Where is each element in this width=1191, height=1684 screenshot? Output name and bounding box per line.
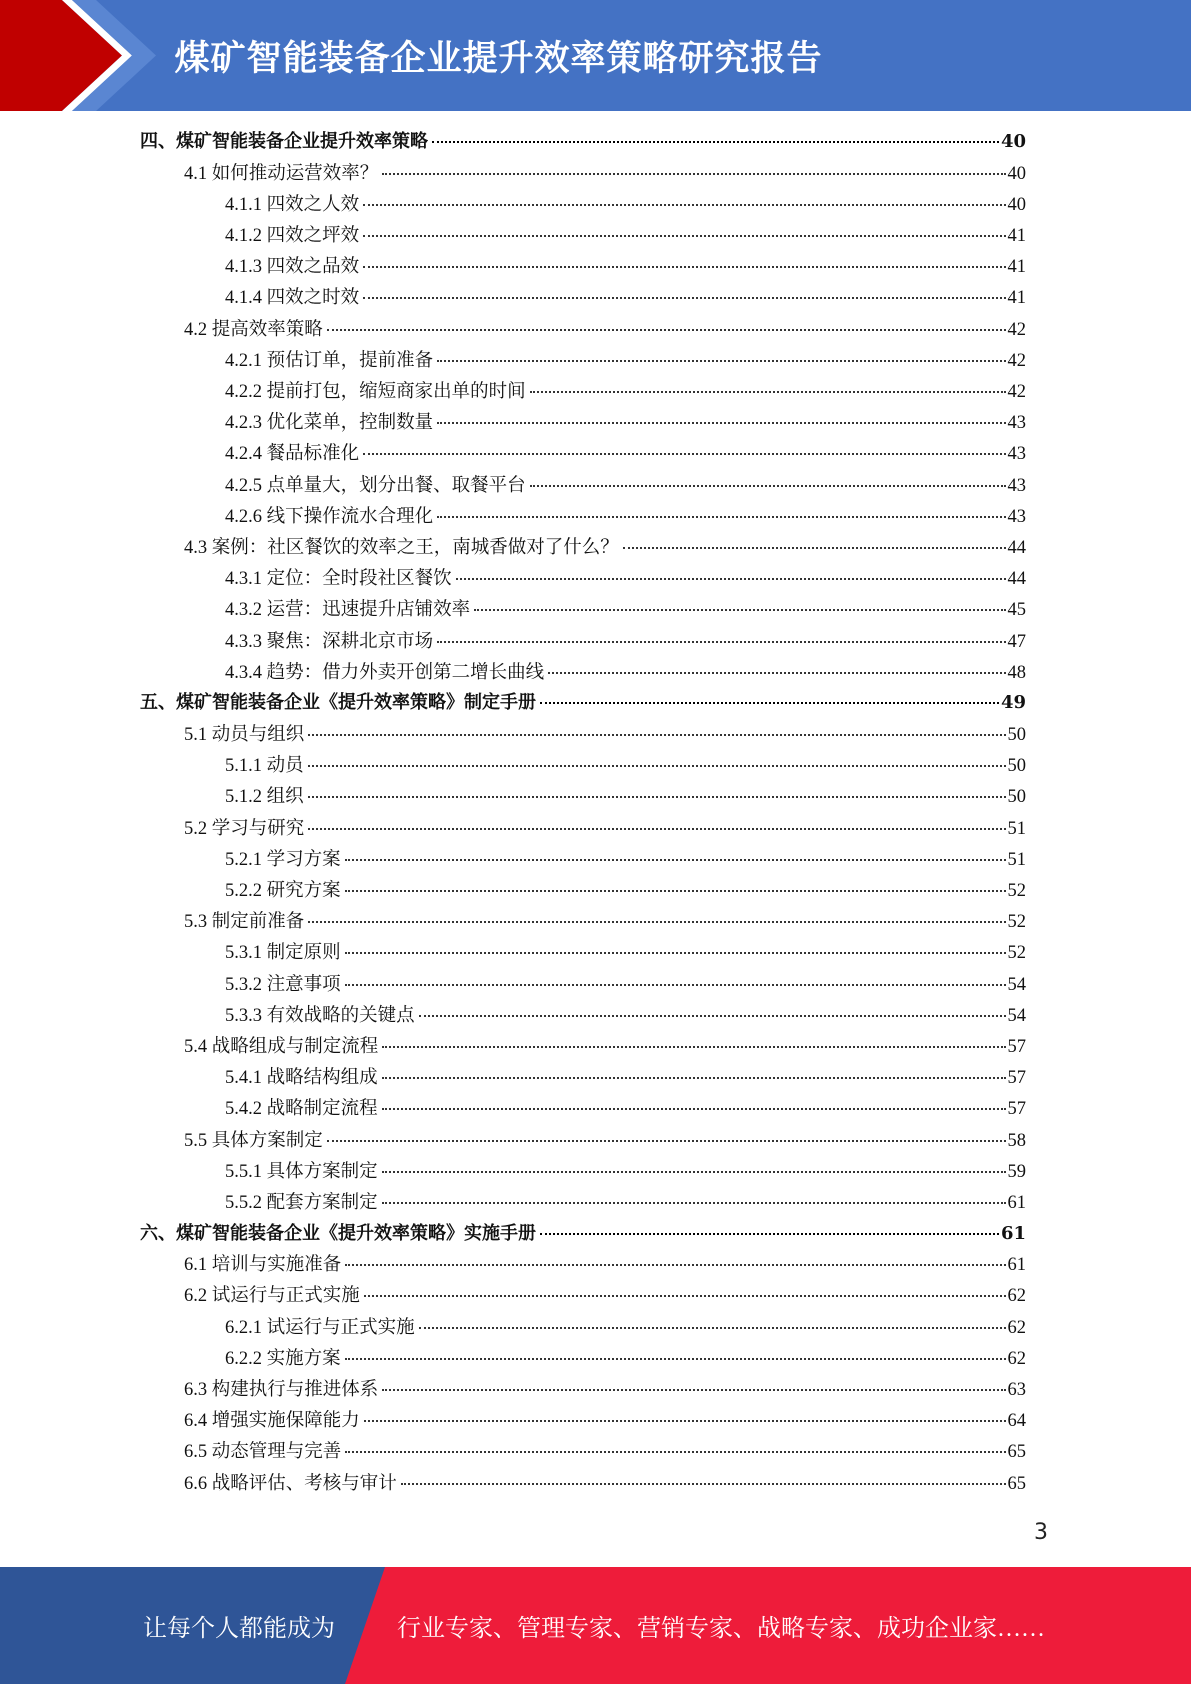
toc-dot-leader [364,1402,1006,1423]
toc-entry-label: 4.2.3 优化菜单，控制数量 [225,413,434,434]
toc-entry-page: 47 [1007,631,1026,652]
toc-entry-page: 42 [1007,319,1026,340]
toc-entry-label: 4.2.2 提前打包，缩短商家出单的时间 [225,382,526,402]
toc-entry-page: 43 [1007,475,1026,496]
toc-entry-page: 64 [1007,1411,1026,1432]
toc-dot-leader [345,1339,1006,1360]
toc-dot-leader [363,435,1005,456]
toc-dot-leader [364,1277,1006,1298]
toc-entry-page: 43 [1007,506,1026,527]
toc-dot-leader [308,903,1005,924]
toc-entry-label: 六、煤矿智能装备企业《提升效率策略》实施手册 [140,1222,536,1244]
footer-slogan-left: 让每个人都能成为 [143,1616,335,1642]
header-banner [0,0,1191,111]
toc-dot-leader [437,497,1005,518]
toc-entry-page: 44 [1007,569,1026,590]
toc-entry-label: 5.5.1 具体方案制定 [225,1161,378,1182]
toc-entry-page: 49 [1000,692,1026,714]
toc-entry-page: 48 [1007,662,1026,683]
toc-dot-leader [345,1433,1005,1454]
toc-dot-leader [308,778,1006,799]
toc-entry-label: 4.1.4 四效之时效 [225,288,360,309]
toc-entry-page: 51 [1007,849,1026,870]
toc-entry-page: 54 [1007,974,1026,995]
toc-entry-page: 43 [1007,413,1026,434]
toc-entry-label: 5.3 制定前准备 [184,912,305,933]
toc-entry-page: 50 [1007,725,1026,746]
toc-dot-leader [308,747,1006,768]
toc-entry-label: 6.4 增强实施保障能力 [184,1411,360,1432]
toc-entry-page: 42 [1007,382,1026,402]
toc-entry-label: 4.2.5 点单量大，划分出餐、取餐平台 [225,475,526,496]
toc-entry-page: 62 [1007,1317,1026,1338]
toc-entry-page: 52 [1007,881,1026,901]
toc-entry-label: 4.3 案例：社区餐饮的效率之王，南城香做对了什么？ [184,537,619,558]
footer-slogan-right: 行业专家、管理专家、营销专家、战略专家、成功企业家…… [397,1616,1045,1642]
toc-dot-leader [363,279,1005,300]
toc-entry-label: 四、煤矿智能装备企业提升效率策略 [140,131,428,152]
toc-entry-label: 5.2.2 研究方案 [225,881,341,901]
toc-dot-leader [382,1090,1006,1111]
toc-entry-page: 41 [1007,226,1026,247]
toc-entry-label: 5.4 战略组成与制定流程 [184,1036,379,1057]
toc-entry-page: 61 [1007,1255,1026,1276]
toc-dot-leader [382,1371,1005,1392]
toc-entry-label: 6.2.2 实施方案 [225,1348,341,1369]
toc-entry-label: 6.6 战略评估、考核与审计 [184,1473,397,1494]
toc-dot-leader [345,872,1006,893]
toc-entry-page: 42 [1007,350,1026,371]
toc-dot-leader [456,560,1006,581]
toc-entry-label: 5.5 具体方案制定 [184,1130,323,1151]
toc-entry-label: 4.1.1 四效之人效 [225,194,360,215]
toc-entry-label: 6.3 构建执行与推进体系 [184,1380,379,1400]
toc-entry-label: 5.3.2 注意事项 [225,974,341,995]
red-chevron-shape [0,0,160,111]
footer-banner [0,1567,1191,1684]
toc-dot-leader [432,123,999,143]
toc-entry-label: 4.2 提高效率策略 [184,319,323,340]
toc-entry-page: 52 [1007,912,1026,933]
toc-dot-leader [363,217,1005,238]
toc-entry-label: 6.5 动态管理与完善 [184,1442,342,1463]
toc-dot-leader [382,1027,1005,1048]
toc-entry-label: 5.4.2 战略制定流程 [225,1099,378,1120]
toc-entry-page: 50 [1007,787,1026,808]
toc-entry-label: 5.3.1 制定原则 [225,943,341,964]
toc-entry-label: 4.2.6 线下操作流水合理化 [225,506,434,527]
toc-dot-leader [382,1059,1006,1080]
toc-entry-page: 54 [1007,1005,1026,1026]
toc-entry-label: 6.1 培训与实施准备 [184,1255,342,1276]
toc-entry-page: 62 [1007,1286,1026,1307]
toc-entry-label: 4.2.1 预估订单，提前准备 [225,350,434,371]
toc-entry-page: 40 [1000,131,1026,152]
toc-dot-leader [437,622,1005,643]
toc-dot-leader [540,684,999,704]
toc-entry-page: 63 [1007,1380,1026,1400]
toc-entry-label: 4.3.1 定位：全时段社区餐饮 [225,569,452,590]
toc-entry-page: 65 [1007,1473,1026,1494]
toc-entry-page: 57 [1007,1099,1026,1120]
toc-entry-label: 5.1 动员与组织 [184,725,305,746]
toc-entry-page: 40 [1007,194,1026,215]
page-number: 3 [1034,1520,1048,1545]
toc-entry-page: 50 [1007,756,1026,777]
toc-entry-label: 4.1.2 四效之坪效 [225,226,360,247]
toc-dot-leader [419,996,1006,1017]
toc-entry-page: 45 [1007,600,1026,621]
toc-entry-page: 41 [1007,257,1026,278]
toc-entry-label: 6.2 试运行与正式实施 [184,1286,360,1307]
toc-entry-label: 4.1 如何推动运营效率？ [184,163,379,184]
toc-entry-label: 5.1.2 组织 [225,787,304,808]
toc-dot-leader [437,404,1005,425]
toc-dot-leader [363,248,1005,269]
toc-entry-label: 4.3.2 运营：迅速提升店铺效率 [225,600,471,621]
toc-dot-leader [308,809,1005,830]
toc-entry-page: 43 [1007,444,1026,465]
toc-dot-leader [327,310,1006,331]
toc-dot-leader [540,1215,999,1235]
toc-entry-label: 5.4.1 战略结构组成 [225,1068,378,1089]
toc-dot-leader [530,373,1006,394]
toc-dot-leader [327,1121,1006,1142]
toc-entry-page: 40 [1007,163,1026,184]
toc-dot-leader [345,934,1006,955]
toc-dot-leader [548,653,1005,674]
toc-dot-leader [401,1464,1006,1485]
table-of-contents [140,127,1026,1499]
toc-entry-page: 65 [1007,1442,1026,1463]
toc-dot-leader [345,1246,1005,1267]
toc-entry-page: 62 [1007,1348,1026,1369]
toc-entry-page: 57 [1007,1068,1026,1089]
toc-entry-label: 五、煤矿智能装备企业《提升效率策略》制定手册 [140,692,536,714]
toc-entry-page: 61 [1000,1222,1026,1244]
toc-entry-label: 4.3.4 趋势：借力外卖开创第二增长曲线 [225,662,545,683]
toc-dot-leader [382,154,1005,175]
toc-entry-page: 58 [1007,1130,1026,1151]
toc-entry-label: 5.1.1 动员 [225,756,304,777]
toc-entry-label: 4.3.3 聚焦：深耕北京市场 [225,631,434,652]
toc-entry-page: 44 [1007,537,1026,558]
toc-dot-leader [308,716,1005,737]
toc-dot-leader [437,341,1005,362]
toc-entry-label: 5.2 学习与研究 [184,818,305,839]
toc-dot-leader [363,185,1005,206]
toc-entry-label: 5.5.2 配套方案制定 [225,1192,378,1213]
toc-dot-leader [345,965,1006,986]
toc-dot-leader [345,840,1006,861]
toc-dot-leader [530,466,1006,487]
toc-entry-label: 5.2.1 学习方案 [225,849,341,870]
toc-dot-leader [623,528,1006,549]
toc-entry-page: 51 [1007,818,1026,839]
toc-entry-label: 5.3.3 有效战略的关键点 [225,1005,415,1026]
report-title [174,0,1191,111]
toc-dot-leader [382,1183,1006,1204]
toc-entry-label: 6.2.1 试运行与正式实施 [225,1317,415,1338]
toc-dot-leader [474,591,1005,612]
toc-entry[interactable] [140,1468,1026,1499]
toc-entry-page: 52 [1007,943,1026,964]
toc-entry-page: 59 [1007,1161,1026,1182]
toc-dot-leader [382,1152,1006,1173]
toc-dot-leader [419,1308,1006,1329]
toc-entry-page: 57 [1007,1036,1026,1057]
toc-entry-page: 61 [1007,1192,1026,1213]
toc-entry-page: 41 [1007,288,1026,309]
report-title-text: 煤矿智能装备企业提升效率策略研究报告 [174,38,823,79]
toc-entry-label: 4.2.4 餐品标准化 [225,444,360,465]
toc-entry-label: 4.1.3 四效之品效 [225,257,360,278]
